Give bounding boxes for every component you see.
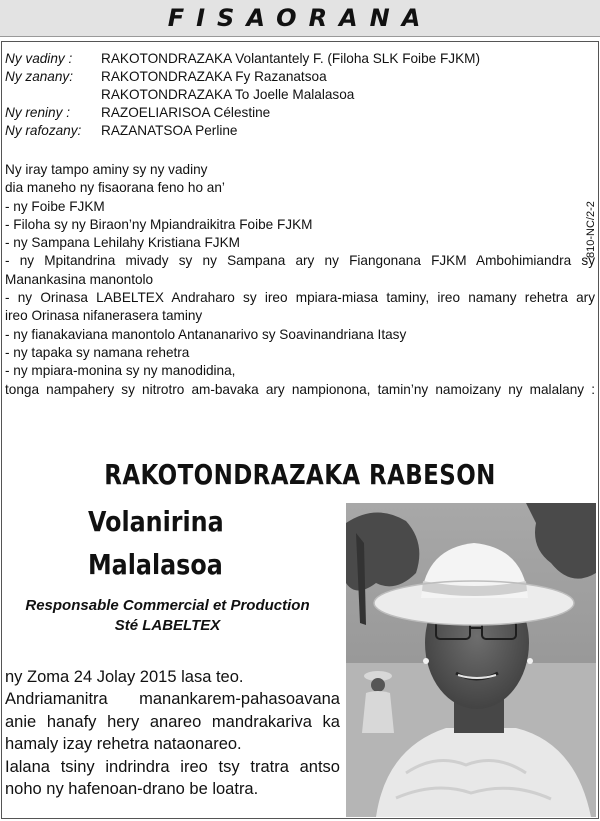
family-role: Ny zanany:	[5, 69, 74, 84]
family-list	[5, 50, 595, 140]
reference-code: 810-NC/2-2	[585, 201, 597, 258]
thanks-text	[5, 161, 595, 399]
thanks-line: - ny Sampana Lehilahy Kristiana FJKM	[5, 235, 240, 251]
thanks-line: - ny Orinasa LABELTEX Andraharo sy ireo mpiara-miasa taminy, ireo namany rehetra ary	[5, 290, 595, 306]
thanks-line: - ny Foibe FJKM	[5, 198, 105, 214]
thanks-line: - ny tapaka sy namana rehetra	[5, 344, 190, 360]
family-role: Ny rafozany:	[5, 123, 82, 138]
deceased-given-name-2: Malalasoa	[88, 548, 223, 581]
family-name: RAZANATSOA Perline	[101, 123, 238, 138]
thanks-line: Ny iray tampo aminy sy ny vadiny	[5, 162, 208, 177]
job-title: Responsable Commercial et Production	[25, 597, 310, 614]
family-role: Ny reniny :	[5, 105, 70, 120]
portrait-illustration	[346, 503, 596, 817]
notice-line: hamaly izay rehetra nataonareo.	[5, 735, 242, 754]
thanks-line: dia maneho ny fisaorana feno ho an’	[5, 180, 225, 196]
company-name: Sté LABELTEX	[114, 617, 221, 634]
deceased-given-name: Volanirina	[88, 505, 224, 538]
notice-line: anie hanafy hery anareo mandrakariva ka	[5, 712, 340, 731]
notice-line: noho ny hafenoan-drano be loatra.	[5, 780, 259, 799]
job-block	[0, 596, 335, 636]
family-row-children	[5, 68, 595, 86]
thanks-line: - ny Mpitandrina mivady sy ny Sampana ary ny Fiangonana FJKM Ambohimiandra sy	[5, 253, 595, 269]
thanks-line: Manankasina manontolo	[5, 271, 154, 287]
family-row-in-laws	[5, 122, 595, 140]
header-banner	[0, 0, 600, 37]
notice-text	[5, 666, 340, 800]
family-name: RAZOELIARISOA Célestine	[101, 105, 271, 120]
thanks-line: tonga nampahery sy nitrotro am-bavaka ary nampionona, tamin’ny namoizany ny malalany :	[5, 381, 595, 397]
thanks-line: - ny fianakaviana manontolo Antananarivo sy Soavinandriana Itasy	[5, 326, 407, 342]
thanks-line: ireo Orinasa nifanerasera taminy	[5, 308, 203, 324]
page-title: FISAORANA	[167, 4, 433, 32]
family-row-spouse	[5, 50, 595, 68]
thanks-line: - Filoha sy ny Biraon’ny Mpiandraikitra Foibe FJKM	[5, 216, 313, 232]
family-row-children-2	[5, 86, 595, 104]
family-name: RAKOTONDRAZAKA To Joelle Malalasoa	[101, 87, 355, 102]
notice-line: Ialana tsiny indrindra ireo tsy tratra antso	[5, 757, 340, 776]
notice-date: ny Zoma 24 Jolay 2015 lasa teo.	[5, 668, 244, 686]
portrait-photo-icon	[346, 503, 596, 817]
family-row-mother	[5, 104, 595, 122]
thanks-line: - ny mpiara-monina sy ny manodidina,	[5, 363, 236, 379]
deceased-surname: RAKOTONDRAZAKA RABESON	[104, 458, 496, 491]
family-role: Ny vadiny :	[5, 51, 73, 66]
family-name: RAKOTONDRAZAKA Volantantely F. (Filoha SLK Foibe FJKM)	[101, 51, 480, 66]
family-name: RAKOTONDRAZAKA Fy Razanatsoa	[101, 69, 327, 84]
notice-line: Andriamanitra manankarem-pahasoavana	[5, 690, 340, 709]
